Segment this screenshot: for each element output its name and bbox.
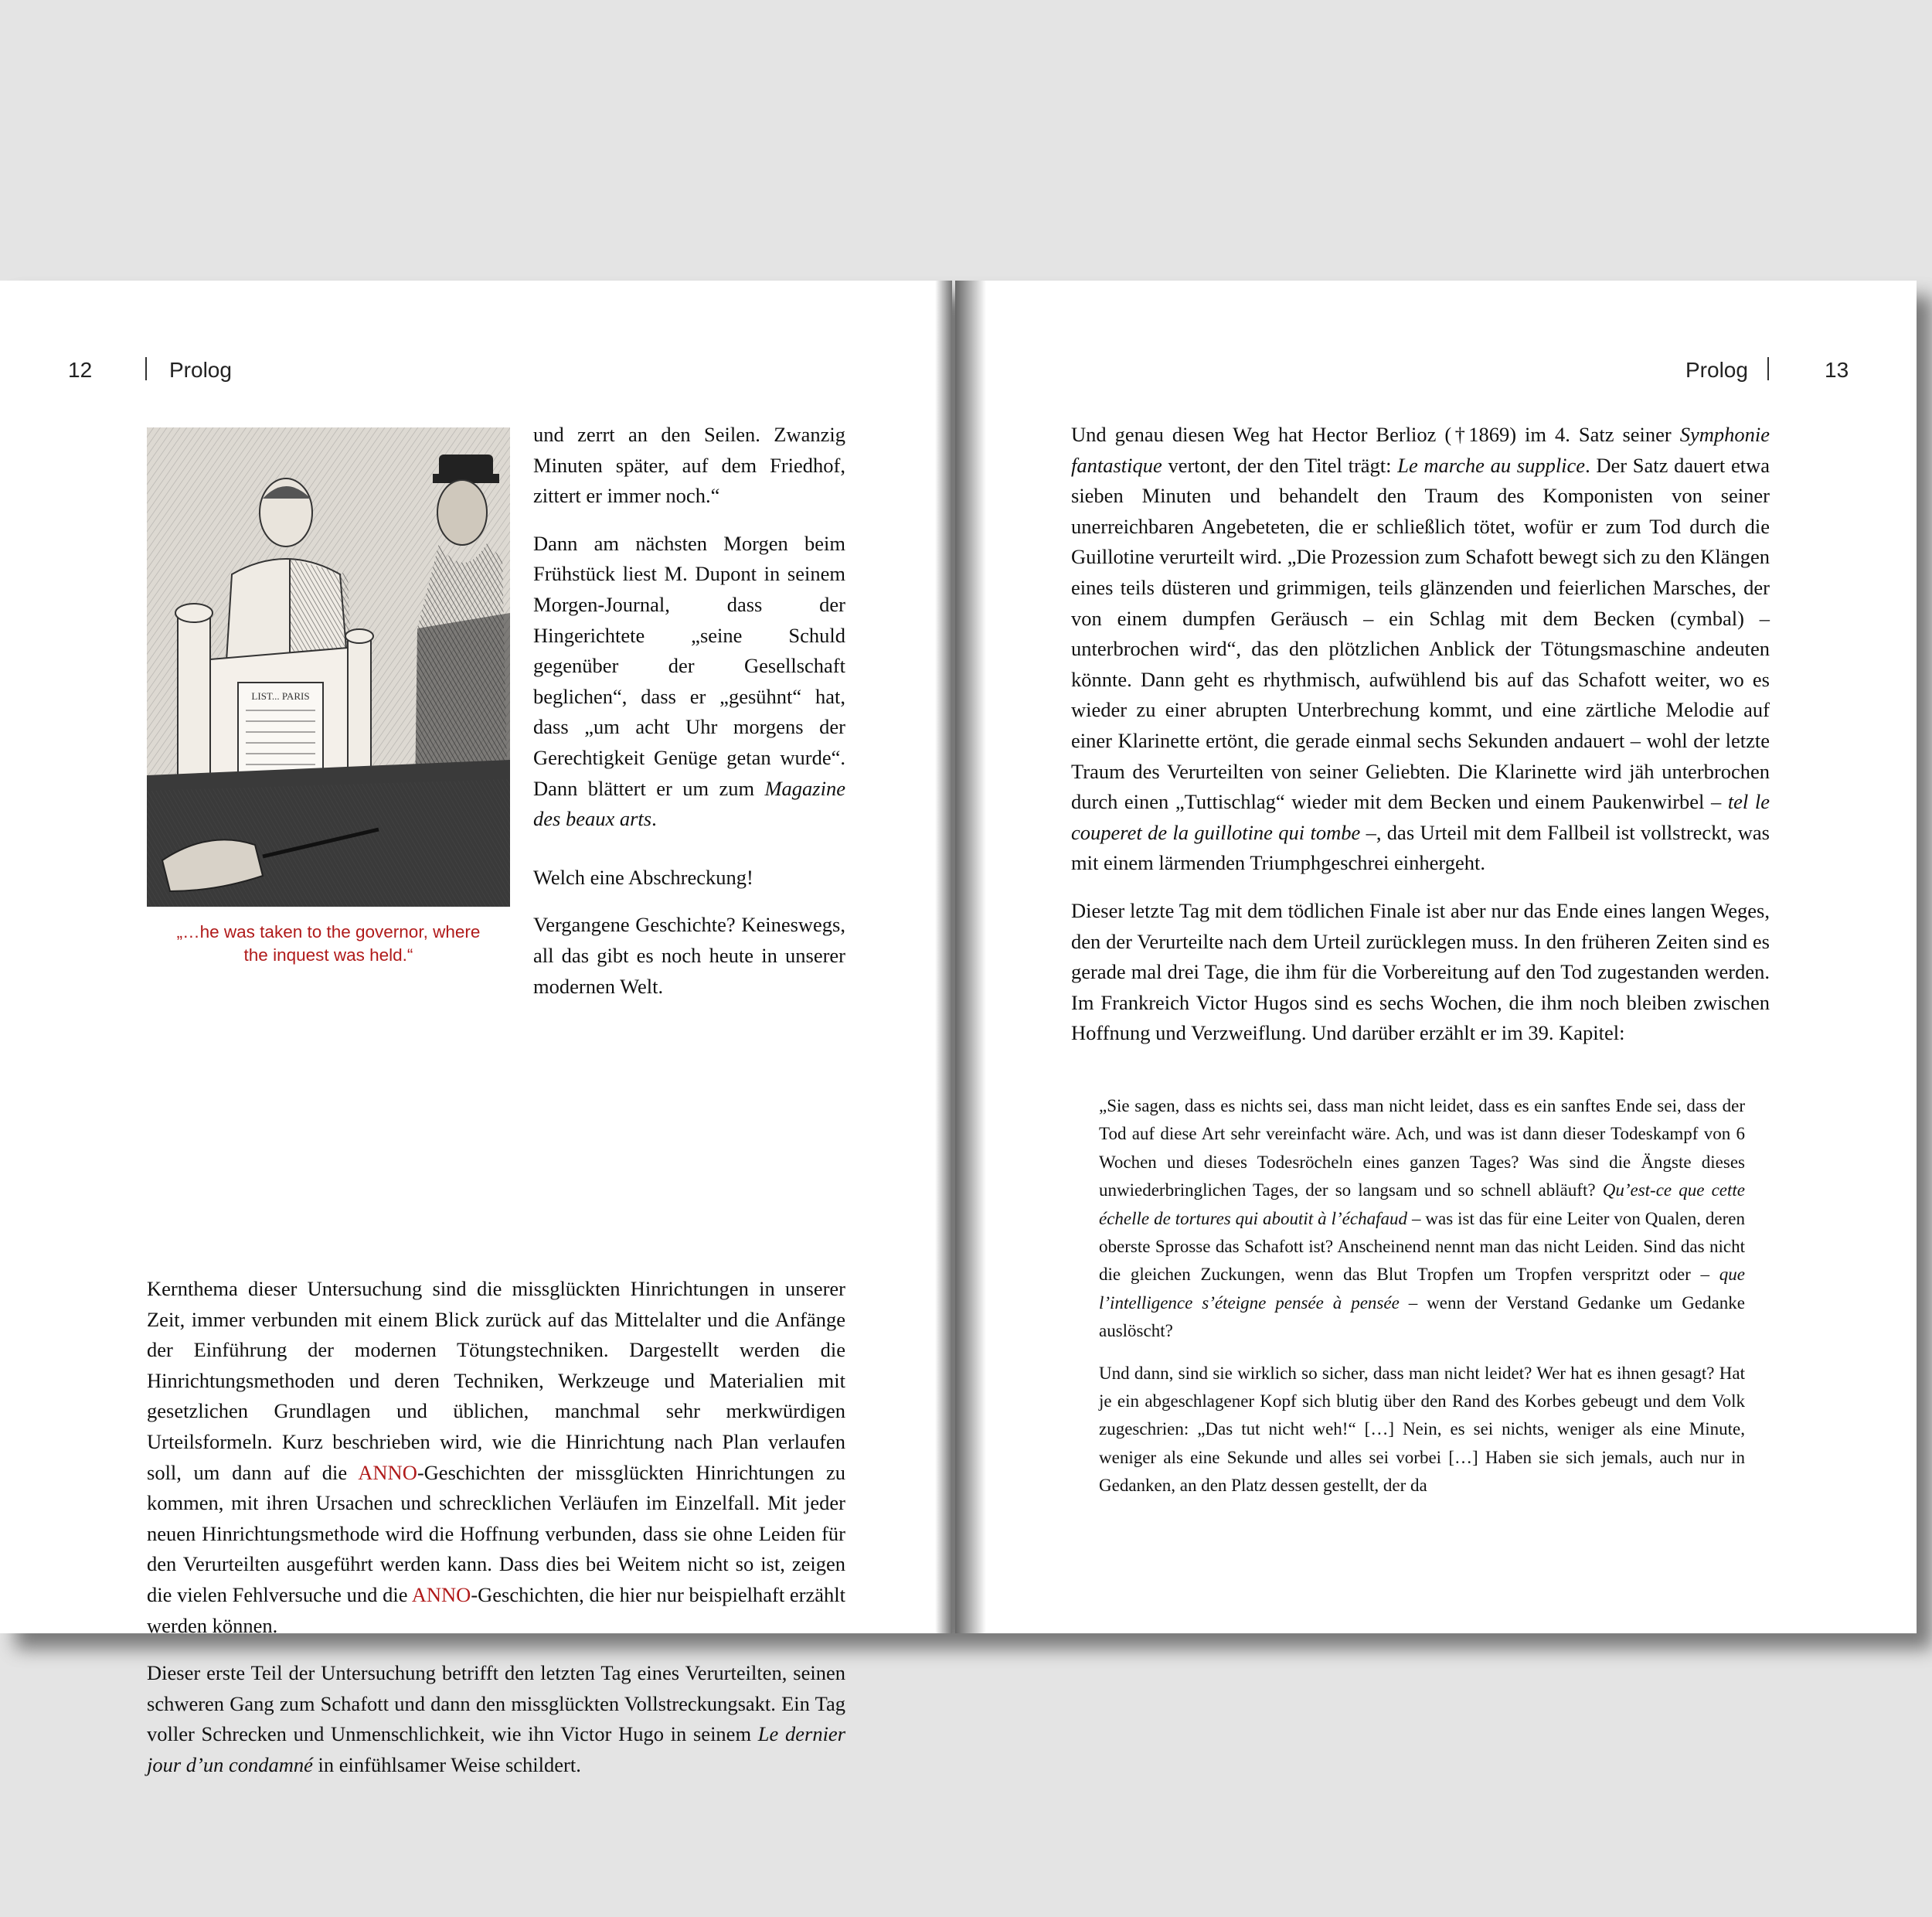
q1-c: – wenn der Verstand Gedanke um Gedanke auslöscht? (1099, 1292, 1746, 1341)
left-page (0, 281, 952, 1776)
illustration (147, 427, 510, 907)
right-page (955, 281, 1917, 1633)
block-quote (1099, 1092, 1745, 1500)
para1-a: Kernthema dieser Untersuchung sind die missglückten Hinrichtungen in unserer Zeit, immer verbunden mit einem Blick zurück auf das Mittelalter und die Anfänge der Einführung der modernen Tötungstechniken. Dargestellt werden die Hinrichtungsmethoden und deren Techniken, Werkzeuge und Materialien mit gesetzlichen Grundlagen und üblichen, manchmal sehr merkwürdigen Urteilsformeln. Kurz beschrieben wird, wie die Hinrichtung nach Plan verlaufen soll, um dann auf die (147, 1277, 845, 1484)
para1-c: -Geschichten, die hier nur beispielhaft erzählt werden können. (147, 1582, 845, 1637)
caption-line-2: the inquest was held.“ (243, 945, 413, 965)
paragraph-berlioz (1071, 420, 1770, 879)
p1-d: –, das Urteil mit dem Fallbeil ist vollstreckt, was mit einem lärmenden Triumphgeschrei einhergeht. (1071, 820, 1770, 875)
page-number-right: 13 (1825, 358, 1849, 382)
caption-line-1: „…he was taken to the governor, where (176, 922, 481, 941)
p1-c: . Der Satz dauert etwa sieben Minuten und behandelt den Traum des Komponisten von seiner unerreichbaren Angebeteten, die er schließlich tötet, wofür er zum Tod durch die Guillotine verurteilt wird. „Die Prozession zum Schafott bewegt sich zu den Klängen eines teils düsteren und grimmigen, teils glänzenden und feierlichen Marsches, der von einem dumpfen Geräusch – ein Schlag mit dem Becken (cymbal) – unterbrochen wird“, das den plötzlichen Anblick der Tötungsmaschine andeuten könnte. Dann geht es rhythmisch, aufwühlend bis auf das Schafott weiter, wo es wieder zu einer abrupten Unterbrechung kommt, und eine zärtliche Melodie auf einer Klarinette ertönt, die gerade einmal sechs Sekunden andauert – wohl der letzte Traum des Verurteilten von seiner Geliebten. Die Klarinette wird jäh unterbrochen durch einen „Tuttischlag“ wieder mit dem Becken und einem Paukenwirbel – (1071, 453, 1770, 814)
section-title-right: Prolog (1685, 358, 1748, 382)
p1-b: vertont, der den Titel trägt: (1168, 453, 1392, 477)
p1-a: Und genau diesen Weg hat Hector Berlioz (†1869) im 4. Satz seiner (1071, 423, 1672, 446)
para2-b: in einfühlsamer Weise schildert. (318, 1752, 581, 1776)
side-paragraph-1: und zerrt an den Seilen. Zwanzig Minuten später, auf dem Friedhof, zittert er immer noch.“ (533, 423, 845, 508)
paragraph-erster-teil (147, 1658, 845, 1780)
section-title-left: Prolog (169, 358, 232, 382)
engraving-drawing (147, 427, 510, 907)
book-spread (0, 281, 1917, 1776)
symphony-title: Symphonie fantastique (1071, 423, 1770, 477)
quote-paragraph-2: Und dann, sind sie wirklich so sicher, dass man nicht leidet? Wer hat es ihnen gesagt? Hat je ein abgeschlagener Kopf sich blutig über den Rand des Korbes gebeugt und dem Volk zugeschrien: „Das tut nicht weh!“ […] Nein, es sei nichts, weniger als eine Minute, weniger als eine Sekunde und alles sei vorbei […] Haben sie sich jemals, auch nur in Gedanken, an den Platz dessen gestellt, der da (1099, 1363, 1745, 1496)
header-divider-left (145, 357, 147, 380)
q1-b: – was ist das für eine Leiter von Qualen, deren oberste Sprosse das Schafott ist? Anscheinend nennt man das nicht Leiden. Sind das nicht die gleichen Zuckungen, wenn das Blut Tropfen um Tropfen verspritzt oder – (1099, 1208, 1746, 1285)
quote-french-1: Qu’est-ce que cette échelle de tortures qui aboutit à l’échafaud (1099, 1180, 1745, 1228)
gutter-shadow-left (935, 281, 952, 1633)
anno-label: ANNO (411, 1582, 471, 1606)
header-divider-right (1767, 357, 1769, 380)
paragraph-letzter-tag: Dieser letzte Tag mit dem tödlichen Finale ist aber nur das Ende eines langen Weges, den der Verurteilte nach dem Urteil zurücklegen muss. In den früheren Zeiten sind es gerade mal drei Tage, die ihm für die Vorbereitung auf den Tod zugestanden werden. Im Frankreich Victor Hugos sind es sechs Wochen, die ihm noch bleiben zwischen Hoffnung und Verzweiflung. Und darüber erzählt er im 39. Kapitel: (1071, 898, 1770, 1045)
movement-title: Le marche au supplice (1397, 453, 1586, 477)
paragraph-kernthema (147, 1274, 845, 1641)
gutter-shadow-right (955, 281, 986, 1633)
magazine-title: Magazine des beaux arts (533, 776, 845, 831)
anno-label: ANNO (358, 1460, 417, 1484)
side-paragraph-2-text: Dann am nächsten Morgen beim Frühstück liest M. Dupont in seinem Morgen-Journal, dass der Hingerichtete „seine Schuld gegenüber der Gesellschaft beglichen“, dass er „gesühnt“ hat, dass „um acht Uhr morgens der Gerechtigkeit Genüge getan wurde“. Dann blättert er um zum (533, 531, 845, 800)
side-paragraph-3: Welch eine Abschreckung! (533, 865, 753, 889)
side-paragraph-4: Vergangene Geschichte? Keineswegs, all das gibt es noch heute in unserer modernen Welt. (533, 913, 845, 998)
figure-side-column (533, 420, 845, 1002)
right-main-text (1071, 420, 1770, 1049)
para2-a: Dieser erste Teil der Untersuchung betrifft den letzten Tag eines Verurteilten, seinen schweren Gang zum Schafott und dann den missglückten Vollstreckungsakt. Ein Tag voller Schrecken und Unmenschlichkeit, wie ihn Victor Hugo in seinem (147, 1661, 845, 1746)
left-main-text (147, 1274, 845, 1781)
french-phrase: tel le couperet de la guillotine qui tombe (1071, 790, 1770, 844)
quote-paragraph-1 (1099, 1092, 1745, 1346)
hugo-title: Le dernier jour d’un condamné (147, 1722, 846, 1776)
sign-text: LIST... PARIS (251, 690, 310, 702)
q1-a: „Sie sagen, dass es nichts sei, dass man nicht leidet, dass es ein sanftes Ende sei, dass der Tod auf diese Art sehr vereinfacht wäre. Ach, und was ist dann dieser Todeskampf von 6 Wochen und dieses Todesröcheln eines ganzen Tages? Was sind die Ängste dieses unwiederbringlichen Tages, der so langsam und so schnell abläuft? (1099, 1096, 1745, 1200)
side-paragraph-2-end: . (651, 807, 657, 831)
para1-b: -Geschichten der missglückten Hinrichtungen zu kommen, mit ihren Ursachen und schrecklichen Verläufen im Einzelfall. Mit jeder neuen Hinrichtungsmethode wird die Hoffnung verbunden, dass sie ohne Leiden für den Verurteilten ausgeführt werden kann. Dass dies bei Weitem nicht so ist, zeigen die vielen Fehlversuche und die (147, 1460, 845, 1606)
quote-french-2: que l’intelligence s’éteigne pensée à pensée (1099, 1265, 1746, 1313)
figure-caption (147, 921, 510, 967)
side-paragraph-2 (533, 529, 845, 835)
page-number-left: 12 (68, 358, 93, 382)
